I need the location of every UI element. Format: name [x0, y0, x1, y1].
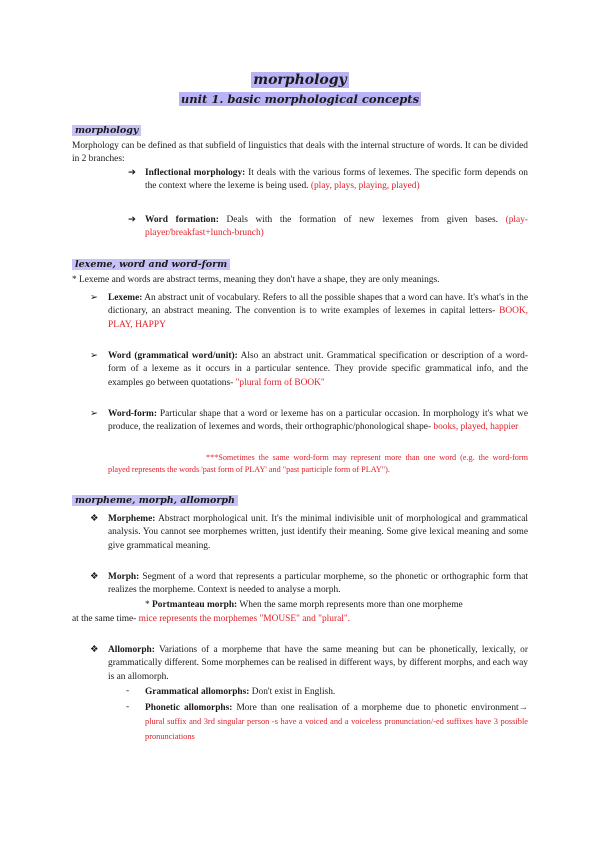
grammatical-allomorphs-item: Grammatical allomorphs: Don't exist in English.	[145, 687, 336, 697]
portmanteau-line1: * Portmanteau morph: When the same morph represents more than one morpheme	[145, 600, 463, 610]
arrow-bullet-icon: ➔	[128, 215, 136, 225]
morpheme-item: Morpheme: Abstract morphological unit. It's the minimal indivisible unit of morphological and grammatical analysis. You cannot see morphemes written, just identify their meaning. Some give lexical meaning and some give grammatical meaning.	[108, 514, 528, 551]
allomorph-item: Allomorph: Variations of a morpheme that have the same meaning but can be phonetically, lexically, or grammatically different. Some morphemes can be realised in different ways, by different morphs, and each way is an allomorph.	[108, 645, 528, 682]
arrow-bullet-icon: ➔	[128, 168, 136, 178]
diamond-bullet-icon: ❖	[90, 645, 99, 655]
lexeme-item: Lexeme: An abstract unit of vocabulary. Refers to all the possible shapes that a word can have. It's what's in the dictionary, an abstract meaning. The convention is to write examples of lexemes in capital letters- BOOK, PLAY, HAPPY	[108, 293, 528, 330]
dash-bullet-icon: -	[126, 686, 130, 696]
word-form-item: Word-form: Particular shape that a word or lexeme has on a particular occasion. In morphology it's what we produce, the realization of lexemes and words, their orthographic/phonological shape- books, played, happier	[108, 409, 528, 433]
diamond-bullet-icon: ❖	[90, 514, 99, 524]
portmanteau-line2: at the same time- mice represents the morphemes "MOUSE" and "plural".	[72, 614, 351, 624]
page-title: morphology	[253, 72, 347, 88]
inflectional-morphology-item: Inflectional morphology: It deals with the various forms of lexemes. The specific form depends on the context where the lexeme is being used. (play, plays, playing, played)	[145, 168, 528, 192]
dash-bullet-icon: -	[126, 702, 130, 712]
triangle-bullet-icon: ➢	[90, 351, 98, 361]
lexeme-intro: * Lexeme and words are abstract terms, meaning they don't have a shape, they are only meanings.	[72, 275, 440, 285]
diamond-bullet-icon: ❖	[90, 572, 99, 582]
word-item: Word (grammatical word/unit): Also an abstract unit. Grammatical specification or description of a word-form of a lexeme as it occurs in a particular sentence. They provide specific grammatical info, and the examples go between quotations- "plural form of BOOK"	[108, 351, 528, 388]
word-form-note: ***Sometimes the same word-form may represent more than one word (e.g. the word-form played represents the words 'past form of PLAY' and "past participle form of PLAY").	[108, 453, 528, 474]
triangle-bullet-icon: ➢	[90, 293, 98, 303]
section-heading-lexeme: lexeme, word and word-form	[72, 259, 230, 270]
page-subtitle: unit 1. basic morphological concepts	[180, 92, 420, 106]
triangle-bullet-icon: ➢	[90, 409, 98, 419]
section-heading-morpheme: morpheme, morph, allomorph	[72, 495, 238, 506]
word-formation-item: Word formation: Deals with the formation of new lexemes from given bases. (play-player/breakfast+lunch-brunch)	[145, 215, 529, 239]
morph-item: Morph: Segment of a word that represents a particular morpheme, so the phonetic or orthographic form that realizes the morpheme. Context is needed to analyse a morph.	[108, 572, 528, 596]
phonetic-allomorphs-item: Phonetic allomorphs: More than one realisation of a morpheme due to phonetic environment→ plural suffix and 3rd singular person -s have a voiced and a voiceless pronunciation/-ed suffixes have 3 possible pronunciations	[145, 703, 528, 741]
section-heading-morphology: morphology	[72, 125, 141, 136]
morphology-intro: Morphology can be defined as that subfield of linguistics that deals with the internal structure of words. It can be divided in 2 branches:	[72, 141, 528, 165]
